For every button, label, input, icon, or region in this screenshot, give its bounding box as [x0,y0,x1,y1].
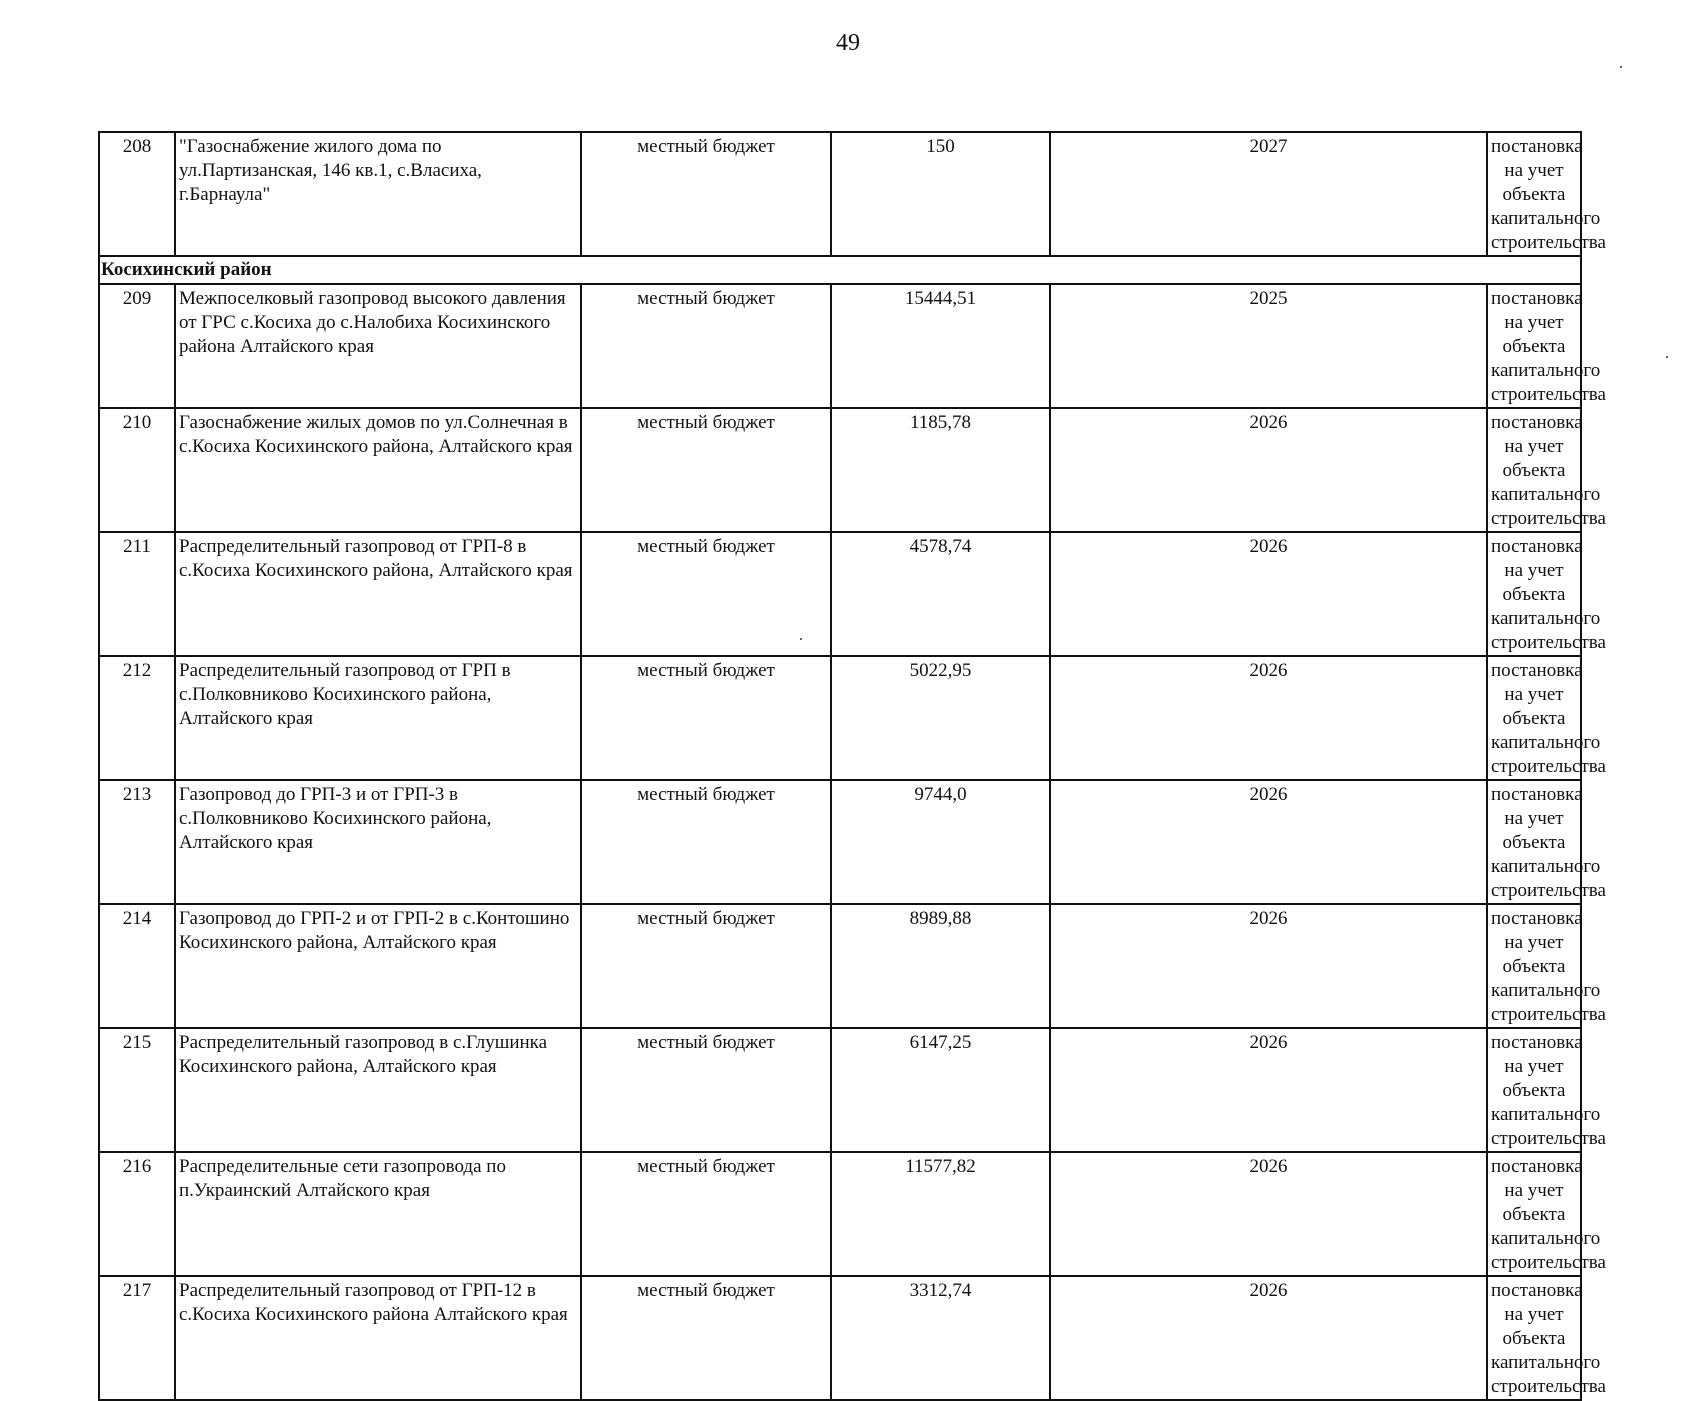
amount-value: 9744,0 [831,780,1050,904]
expected-result: постановка на учет объекта капитального строительства [1487,1028,1581,1152]
object-name: Распределительный газопровод от ГРП-12 в с.Косиха Косихинского района Алтайского края [175,1276,581,1400]
section-title: Косихинский район [99,256,1581,284]
funding-source: местный бюджет [581,1028,831,1152]
table-row [99,780,1581,904]
section-row [99,256,1581,284]
year-value: 2026 [1050,780,1487,904]
object-name: Распределительный газопровод от ГРП-8 в с.Косиха Косихинского района, Алтайского края [175,532,581,656]
row-number: 209 [99,284,175,408]
object-name: Распределительный газопровод от ГРП в с.Полковниково Косихинского района, Алтайского края [175,656,581,780]
amount-value: 1185,78 [831,408,1050,532]
amount-value: 11577,82 [831,1152,1050,1276]
row-number: 214 [99,904,175,1028]
scan-speck [1666,356,1668,358]
amount-value: 6147,25 [831,1028,1050,1152]
page-number: 49 [836,30,860,56]
row-number: 212 [99,656,175,780]
table-body [99,132,1606,1400]
object-name: Газопровод до ГРП-2 и от ГРП-2 в с.Контошино Косихинского района, Алтайского края [175,904,581,1028]
object-name: Газопровод до ГРП-3 и от ГРП-3 в с.Полковниково Косихинского района, Алтайского края [175,780,581,904]
table-row [99,284,1581,408]
table-row [99,132,1581,256]
row-number: 210 [99,408,175,532]
funding-source: местный бюджет [581,904,831,1028]
funding-source: местный бюджет [581,656,831,780]
amount-value: 150 [831,132,1050,256]
expected-result: постановка на учет объекта капитального строительства [1487,284,1581,408]
funding-source: местный бюджет [581,132,831,256]
table-row [99,1028,1581,1152]
funding-source: местный бюджет [581,284,831,408]
year-value: 2025 [1050,284,1487,408]
expected-result: постановка на учет объекта капитального строительства [1487,532,1581,656]
object-name: Межпоселковый газопровод высокого давления от ГРС с.Косиха до с.Налобиха Косихинского района Алтайского края [175,284,581,408]
row-number: 217 [99,1276,175,1400]
row-number: 211 [99,532,175,656]
year-value: 2026 [1050,1276,1487,1400]
funding-source: местный бюджет [581,408,831,532]
expected-result: постановка на учет объекта капитального строительства [1487,780,1581,904]
table-row [99,408,1581,532]
investment-objects-table [98,131,1606,1401]
row-number: 216 [99,1152,175,1276]
year-value: 2026 [1050,532,1487,656]
row-number: 208 [99,132,175,256]
year-value: 2026 [1050,1152,1487,1276]
amount-value: 5022,95 [831,656,1050,780]
expected-result: постановка на учет объекта капитального строительства [1487,408,1581,532]
object-name: Газоснабжение жилых домов по ул.Солнечная в с.Косиха Косихинского района, Алтайского края [175,408,581,532]
table-row [99,1152,1581,1276]
funding-source: местный бюджет [581,532,831,656]
expected-result: постановка на учет объекта капитального строительства [1487,132,1581,256]
expected-result: постановка на учет объекта капитального строительства [1487,1276,1581,1400]
table-row [99,904,1581,1028]
table-row [99,532,1581,656]
funding-source: местный бюджет [581,1276,831,1400]
expected-result: постановка на учет объекта капитального строительства [1487,1152,1581,1276]
object-name: Распределительный газопровод в с.Глушинка Косихинского района, Алтайского края [175,1028,581,1152]
amount-value: 15444,51 [831,284,1050,408]
funding-source: местный бюджет [581,1152,831,1276]
expected-result: постановка на учет объекта капитального строительства [1487,904,1581,1028]
amount-value: 4578,74 [831,532,1050,656]
year-value: 2026 [1050,656,1487,780]
row-number: 215 [99,1028,175,1152]
year-value: 2027 [1050,132,1487,256]
amount-value: 8989,88 [831,904,1050,1028]
row-number: 213 [99,780,175,904]
scan-speck [1620,66,1622,68]
year-value: 2026 [1050,904,1487,1028]
object-name: Распределительные сети газопровода по п.Украинский Алтайского края [175,1152,581,1276]
amount-value: 3312,74 [831,1276,1050,1400]
year-value: 2026 [1050,1028,1487,1152]
object-name: "Газоснабжение жилого дома по ул.Партизанская, 146 кв.1, с.Власиха, г.Барнаула" [175,132,581,256]
funding-source: местный бюджет [581,780,831,904]
year-value: 2026 [1050,408,1487,532]
table-row [99,1276,1581,1400]
table-row [99,656,1581,780]
expected-result: постановка на учет объекта капитального строительства [1487,656,1581,780]
